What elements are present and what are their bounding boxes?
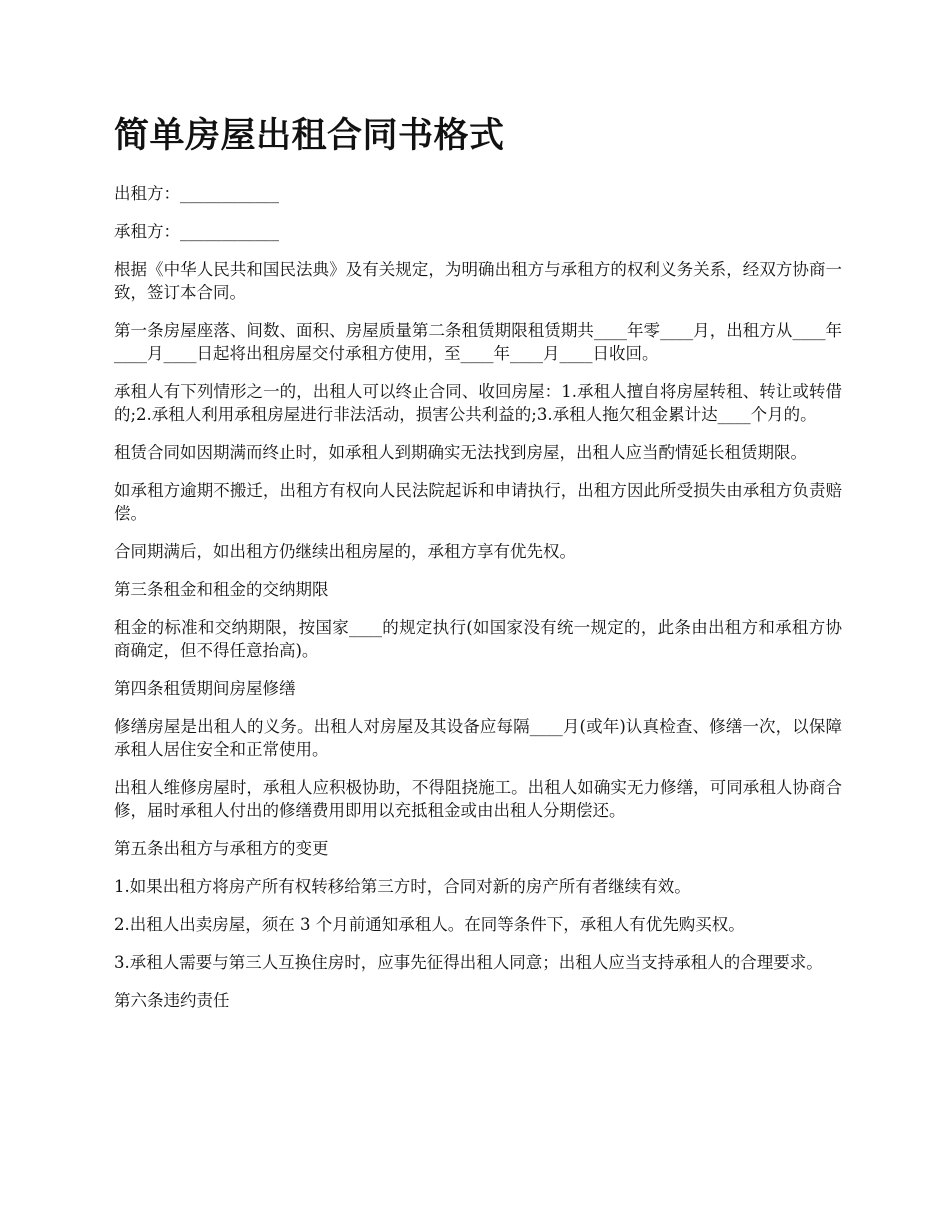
article-3-heading: 第三条租金和租金的交纳期限 (114, 580, 329, 599)
overdue-eviction-paragraph: 如承租方逾期不搬迁，出租方有权向人民法院起诉和申请执行，出租方因此所受损失由承租方负责赔偿。 (114, 481, 842, 523)
priority-right-paragraph: 合同期满后，如出租方仍继续出租房屋的，承租方享有优先权。 (114, 542, 576, 561)
article-6-heading: 第六条违约责任 (114, 991, 230, 1010)
change-item-2: 2.出租人出卖房屋，须在 3 个月前通知承租人。在同等条件下，承租人有优先购买权。 (114, 915, 745, 934)
preamble-paragraph: 根据《中华人民共和国民法典》及有关规定，为明确出租方与承租方的权利义务关系，经双方协商一致，签订本合同。 (114, 260, 842, 302)
document-title: 简单房屋出租合同书格式 (114, 116, 505, 156)
repair-obligation-paragraph: 修缮房屋是出租人的义务。出租人对房屋及其设备应每隔____月(或年)认真检查、修缮一次，以保障承租人居住安全和正常使用。 (114, 717, 842, 759)
lease-extension-paragraph: 租赁合同如因期满而终止时，如承租人到期确实无法找到房屋，出租人应当酌情延长租赁期限。 (114, 443, 807, 462)
rent-standard-paragraph: 租金的标准和交纳期限，按国家____的规定执行(如国家没有统一规定的，此条由出租方和承租方协商确定，但不得任意抬高)。 (114, 618, 842, 660)
lessee-line: 承租方：____________ (114, 222, 279, 241)
lessor-line: 出租方：____________ (114, 184, 279, 203)
termination-conditions-paragraph: 承租人有下列情形之一的，出租人可以终止合同、收回房屋：1.承租人擅自将房屋转租、转让或转借的;2.承租人利用承租房屋进行非法活动，损害公共利益的;3.承租人拖欠租金累计达____个月的。 (114, 382, 842, 424)
article-4-heading: 第四条租赁期间房屋修缮 (114, 679, 296, 698)
change-item-1: 1.如果出租方将房产所有权转移给第三方时，合同对新的房产所有者继续有效。 (114, 877, 691, 896)
document-page (114, 112, 842, 1027)
article-1-2-paragraph: 第一条房屋座落、间数、面积、房屋质量第二条租赁期限租赁期共____年零____月，出租方从____年____月____日起将出租房屋交付承租方使用，至____年____月____日收回。 (114, 321, 842, 363)
repair-cooperation-paragraph: 出租人维修房屋时，承租人应积极协助，不得阻挠施工。出租人如确实无力修缮，可同承租人协商合修，届时承租人付出的修缮费用即用以充抵租金或由出租人分期偿还。 (114, 778, 842, 820)
change-item-3: 3.承租人需要与第三人互换住房时，应事先征得出租人同意；出租人应当支持承租人的合理要求。 (114, 953, 823, 972)
article-5-heading: 第五条出租方与承租方的变更 (114, 839, 329, 858)
